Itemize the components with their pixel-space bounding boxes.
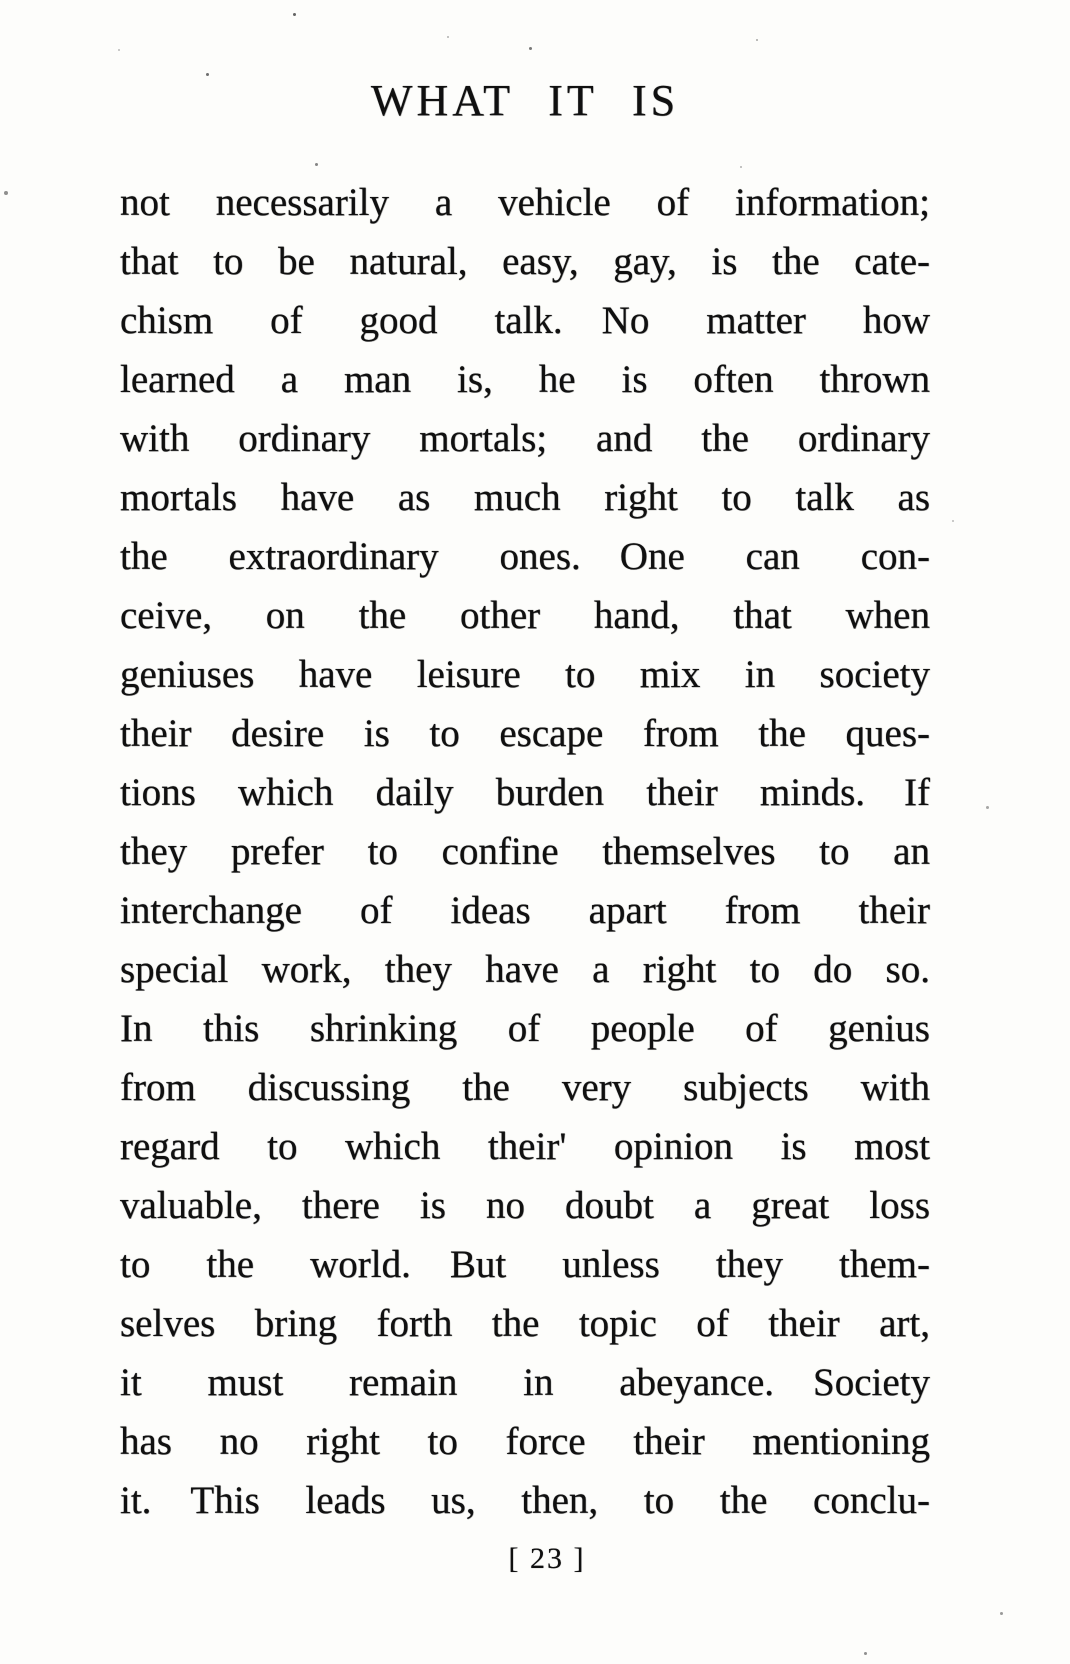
text-line: geniuses have leisure to mix in society: [120, 653, 930, 696]
text-line: has no right to force their mentioning: [120, 1420, 930, 1463]
text-line: they prefer to confine themselves to an: [120, 830, 930, 873]
text-line: their desire is to escape from the ques-: [120, 712, 930, 755]
text-line: with ordinary mortals; and the ordinary: [120, 417, 930, 460]
page-number: [ 23 ]: [508, 1542, 586, 1575]
scan-speck: [529, 47, 532, 50]
scan-speck: [4, 191, 8, 195]
text-line: not necessarily a vehicle of information;: [120, 181, 930, 224]
text-line: learned a man is, he is often thrown: [120, 358, 930, 401]
text-line: to the world. But unless they them-: [120, 1243, 930, 1286]
page-heading: WHAT IT IS: [370, 76, 680, 125]
scan-speck: [1000, 1612, 1003, 1615]
text-line: regard to which their' opinion is most: [120, 1125, 930, 1168]
scan-speck: [447, 36, 449, 38]
text-line: from discussing the very subjects with: [120, 1066, 930, 1109]
text-line: valuable, there is no doubt a great loss: [120, 1184, 930, 1227]
page-footer: [142, 1542, 952, 1576]
text-line: In this shrinking of people of genius: [120, 1007, 930, 1050]
text-line: special work, they have a right to do so.: [120, 948, 930, 991]
text-line: chism of good talk. No matter how: [120, 299, 930, 342]
text-line: the extraordinary ones. One can con-: [120, 535, 930, 578]
text-line: mortals have as much right to talk as: [120, 476, 930, 519]
text-line: tions which daily burden their minds. If: [120, 771, 930, 814]
text-line: that to be natural, easy, gay, is the cate-: [120, 240, 930, 283]
scan-speck: [118, 49, 120, 51]
scan-speck: [315, 163, 318, 166]
scan-speck: [864, 1652, 867, 1655]
text-line: it. This leads us, then, to the conclu-: [120, 1479, 930, 1522]
text-line: interchange of ideas apart from their: [120, 889, 930, 932]
scan-speck: [206, 73, 209, 76]
scan-speck: [293, 13, 296, 16]
scan-speck: [756, 39, 758, 41]
scan-speck: [548, 745, 550, 747]
text-line: it must remain in abeyance. Society: [120, 1361, 930, 1404]
scan-speck: [986, 806, 989, 809]
body-text: [120, 173, 930, 1530]
scan-speck: [952, 520, 954, 522]
text-line: ceive, on the other hand, that when: [120, 594, 930, 637]
scan-speck: [740, 166, 742, 168]
text-line: selves bring forth the topic of their art,: [120, 1302, 930, 1345]
